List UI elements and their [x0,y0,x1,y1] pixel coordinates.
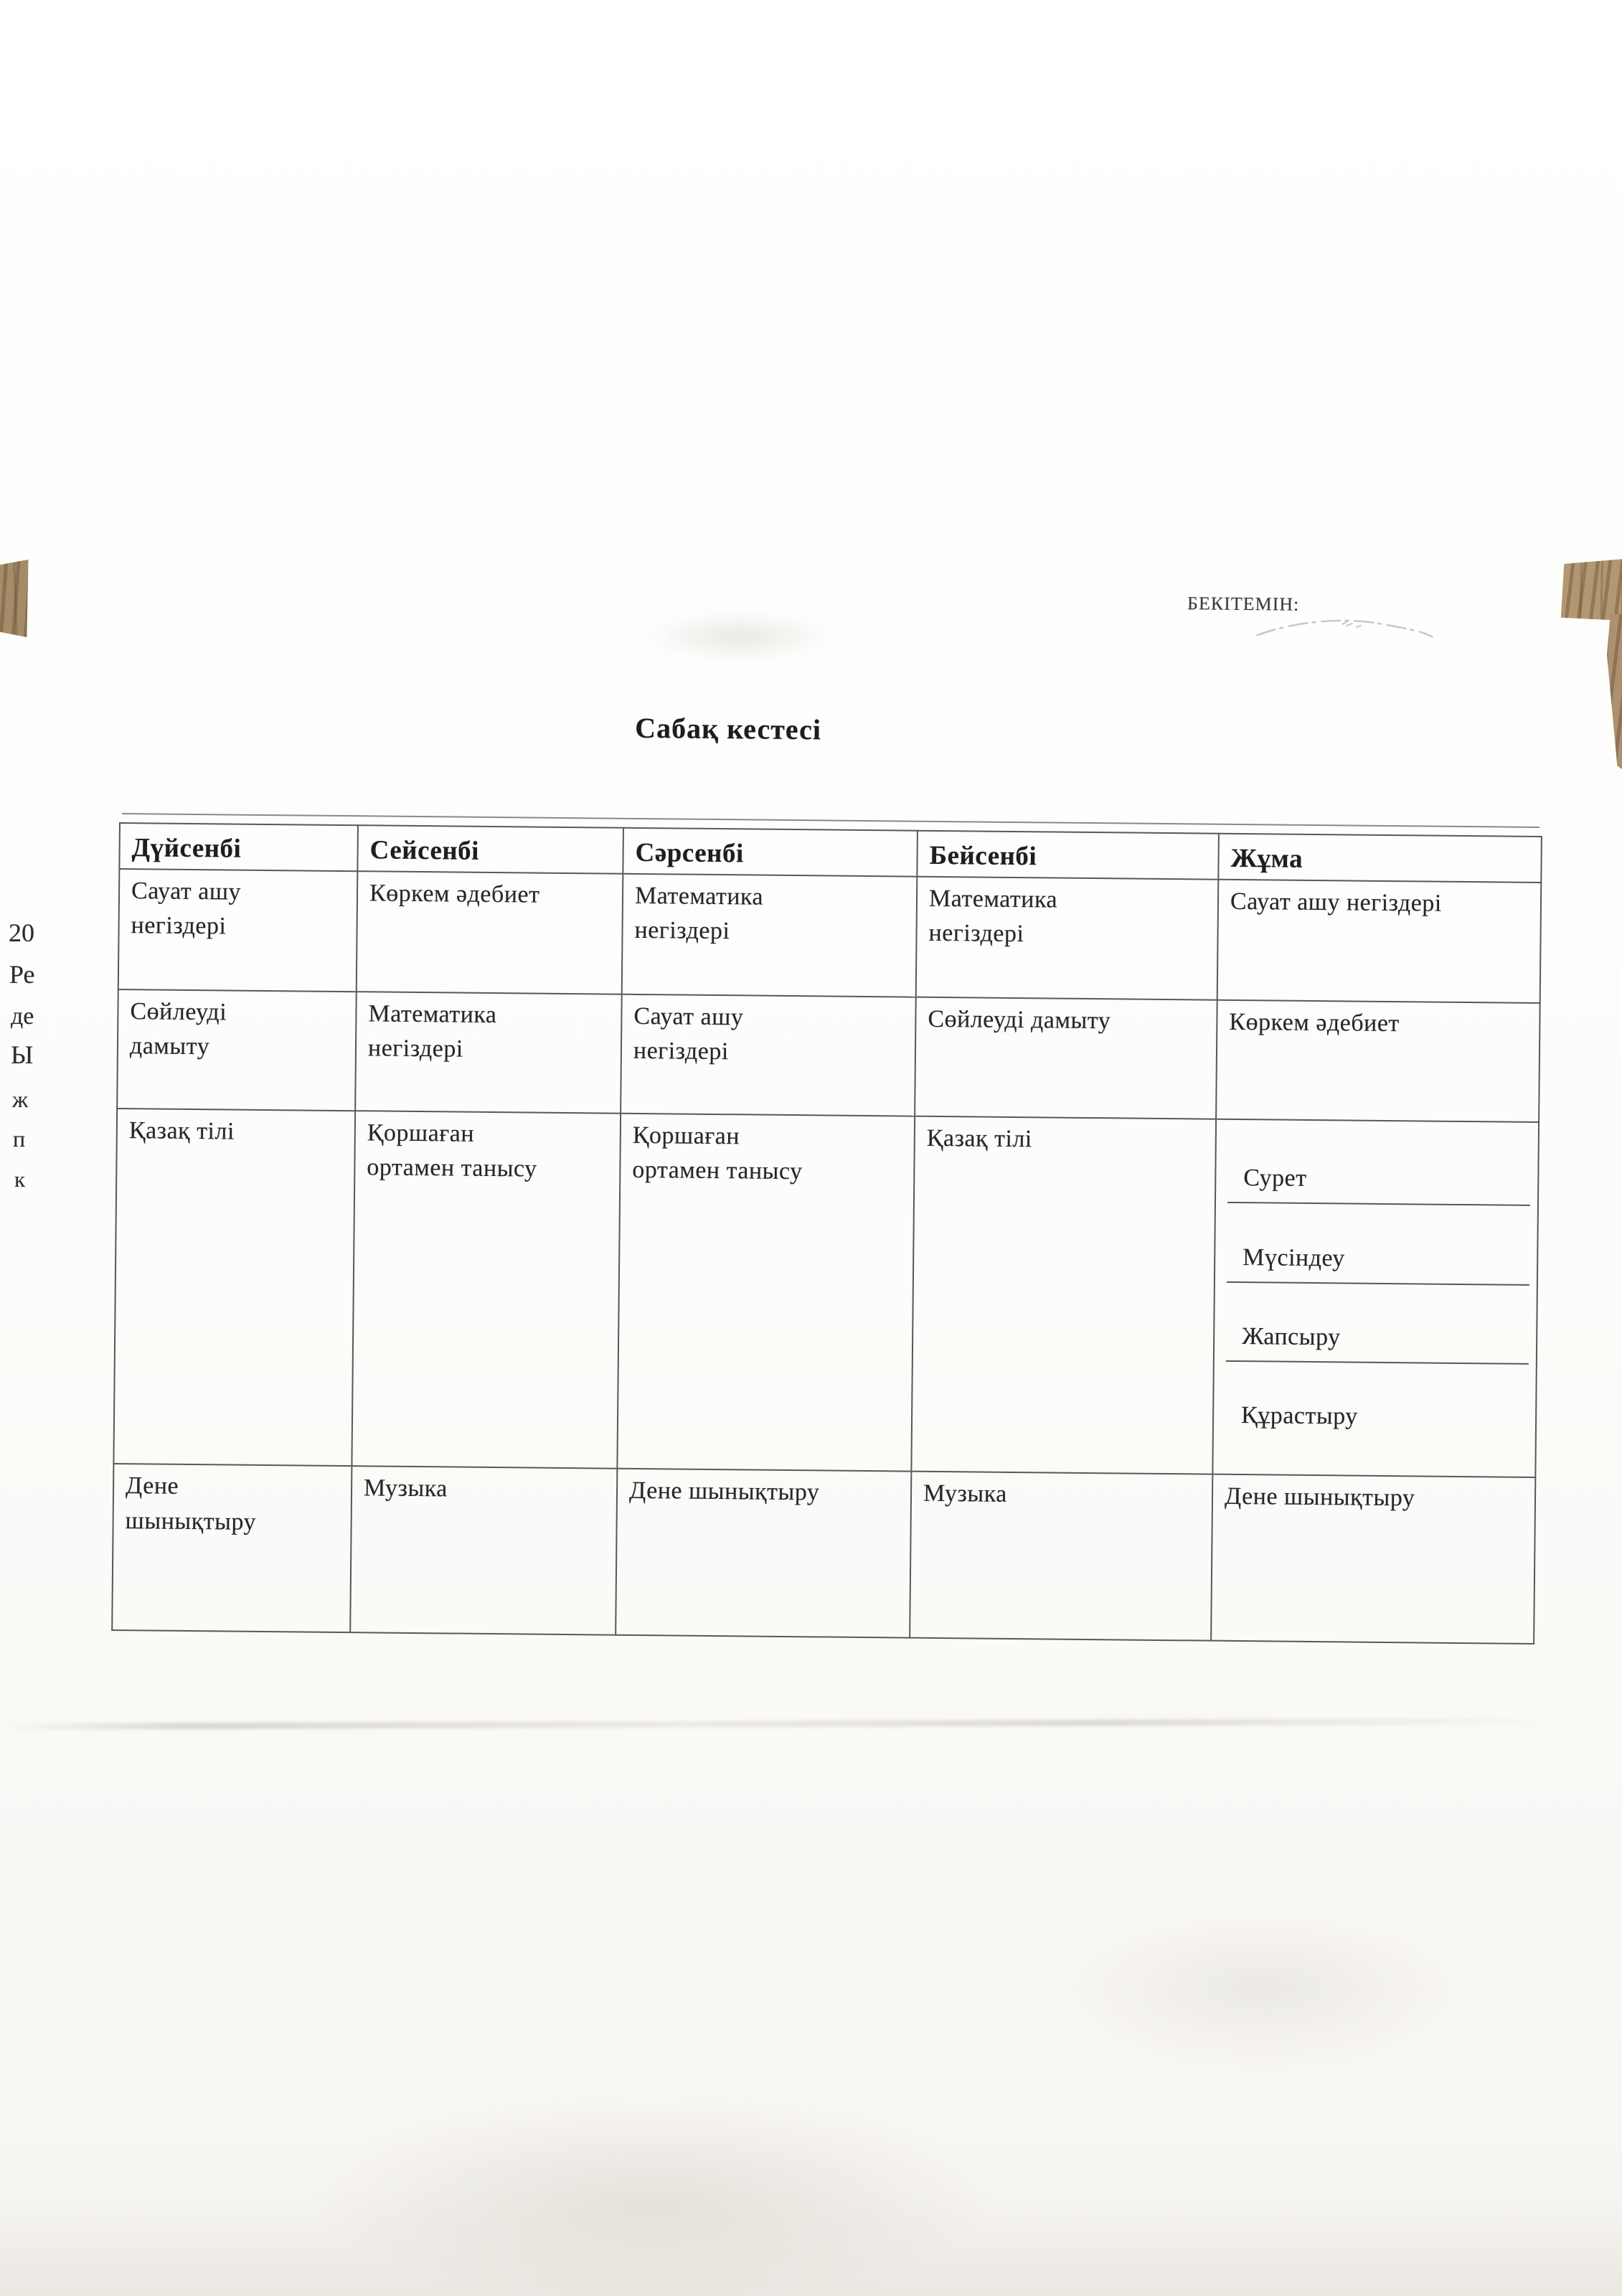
cell-r2-wednesday: Сауат ашу негіздері [621,994,916,1116]
cell-r4-tuesday: Музыка [350,1466,617,1635]
cell-r1-tuesday: Көркем әдебиет [357,871,623,994]
col-header-thursday: Бейсенбі [917,831,1219,880]
schedule-table [111,822,1542,1645]
cell-r3-monday: Қазақ тілі [113,1109,355,1466]
signature-stroke [1255,611,1435,645]
friday-sub-cell: Жапсыру [1226,1317,1529,1365]
friday-sub-cell: Сурет [1227,1159,1531,1206]
bottom-edge-shade [0,2188,1622,2296]
table-row [117,989,1540,1122]
paper-smudge [646,611,832,662]
friday-sub-cell: Мүсіндеу [1227,1238,1530,1285]
cell-r3-thursday: Қазақ тілі [911,1116,1216,1474]
cell-r2-thursday: Сөйлеуді дамыту [915,997,1217,1119]
margin-fragment: Ы [11,1040,34,1069]
table-row [118,869,1542,1003]
table-row [113,1109,1539,1477]
cell-r3-wednesday: Қоршаған ортамен танысу [617,1114,915,1472]
margin-fragment: к [14,1167,26,1192]
cell-r1-thursday: Математика негіздері [916,877,1219,1000]
friday-sub-cell: Құрастыру [1240,1402,1358,1430]
cell-r2-tuesday: Математика негіздері [355,992,622,1114]
cell-r4-friday: Дене шынықтыру [1211,1474,1535,1644]
col-header-tuesday: Сейсенбі [357,825,623,874]
col-header-monday: Дүйсенбі [119,823,358,871]
col-header-friday: Жұма [1218,834,1542,883]
cell-r1-wednesday: Математика негіздері [622,874,918,997]
margin-fragment: де [11,1003,34,1030]
margin-fragment: п [13,1126,26,1152]
cell-r1-friday: Сауат ашу негіздері [1217,880,1542,1003]
paper-shadow [1062,1909,1463,2066]
cell-r4-monday: Дене шынықтыру [112,1464,352,1632]
page-title: Сабақ кестесі [635,711,822,746]
table-row [112,1464,1535,1644]
cell-r2-monday: Сөйлеуді дамыту [117,989,357,1111]
cell-r2-friday: Көркем әдебиет [1216,1000,1540,1122]
cell-r3-friday [1212,1119,1539,1478]
cell-r3-tuesday: Қоршаған ортамен танысу [352,1111,621,1469]
cell-r4-wednesday: Дене шынықтыру [616,1469,911,1638]
col-header-wednesday: Сәрсенбі [623,828,918,877]
margin-fragment: Ре [9,960,35,989]
cell-r1-monday: Сауат ашу негіздері [118,869,358,992]
margin-fragment: 20 [9,918,34,947]
approval-label: БЕКІТЕМІН: [1187,593,1300,615]
cell-r4-thursday: Музыка [910,1472,1212,1641]
margin-fragment: ж [12,1086,29,1112]
